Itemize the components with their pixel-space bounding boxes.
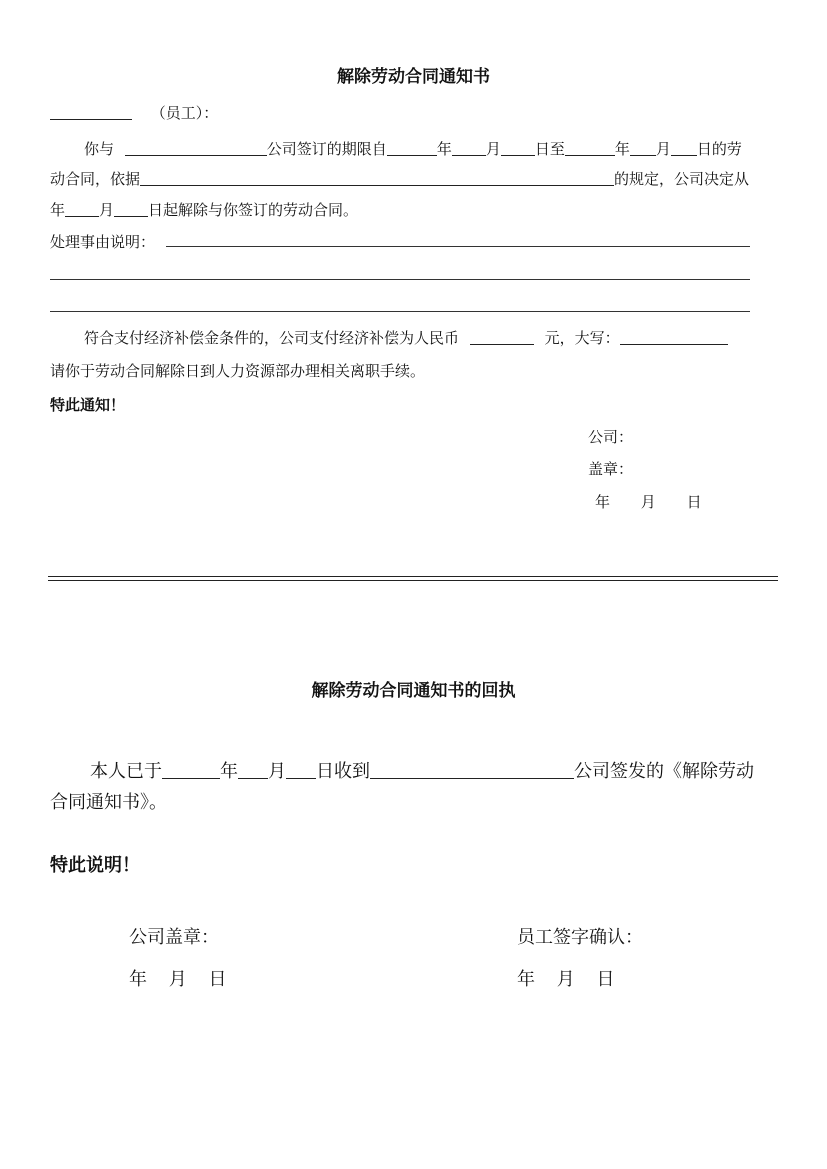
end-day-blank[interactable] — [671, 154, 697, 156]
notice-closing: 特此通知！ — [50, 396, 126, 414]
compensation-amount-blank[interactable] — [470, 343, 534, 345]
receipt-company-date: 年 月 日 — [129, 969, 227, 990]
separator-line-bottom — [48, 580, 778, 581]
company-blank[interactable] — [125, 154, 267, 156]
compensation-line: 符合支付经济补偿金条件的，公司支付经济补偿为人民币 元，大写： — [84, 327, 728, 348]
receipt-company-seal: 公司盖章： — [129, 927, 219, 948]
receipt-year-blank[interactable] — [162, 777, 220, 779]
reason-line-1[interactable] — [166, 246, 750, 247]
receipt-closing: 特此说明！ — [50, 855, 140, 876]
receipt-company-blank[interactable] — [370, 777, 574, 779]
legal-basis-blank[interactable] — [140, 184, 614, 186]
reason-line-2[interactable] — [50, 279, 750, 280]
employee-line — [50, 102, 218, 123]
employee-name-blank[interactable] — [50, 118, 132, 120]
notice-para-line-2: 动合同，依据 的规定，公司决定从 — [50, 170, 750, 188]
start-month-blank[interactable] — [452, 154, 486, 156]
receipt-title: 解除劳动合同通知书的回执 — [311, 681, 516, 701]
receipt-employee-confirm: 员工签字确认： — [517, 927, 643, 948]
receipt-month-blank[interactable] — [238, 777, 268, 779]
signature-date: 年 月 日 — [595, 493, 702, 511]
start-day-blank[interactable] — [501, 154, 535, 156]
notice-para-line-3: 年 月 日起解除与你签订的劳动合同。 — [50, 201, 359, 219]
signature-company: 公司： — [588, 428, 634, 446]
reason-line-3[interactable] — [50, 311, 750, 312]
receipt-employee-date: 年 月 日 — [517, 969, 615, 990]
compensation-words-blank[interactable] — [620, 343, 728, 345]
signature-seal: 盖章： — [588, 460, 634, 478]
resignation-instruction: 请你于劳动合同解除日到人力资源部办理相关离职手续。 — [50, 362, 426, 380]
separator-line-top — [48, 576, 778, 577]
effective-month-blank-a[interactable] — [65, 215, 99, 217]
receipt-day-blank[interactable] — [286, 777, 316, 779]
end-month-blank[interactable] — [630, 154, 656, 156]
notice-title: 解除劳动合同通知书 — [337, 67, 490, 87]
end-year-blank[interactable] — [565, 154, 615, 156]
receipt-line-1: 本人已于 年 月 日收到 公司签发的《解除劳动 — [90, 761, 754, 782]
reason-label: 处理事由说明： — [50, 233, 156, 251]
start-year-blank[interactable] — [387, 154, 437, 156]
employee-suffix: （员工）： — [150, 104, 219, 122]
notice-para-line-1: 你与 公司签订的期限自 年 月 日至 年 月 日的劳 — [84, 140, 742, 158]
effective-day-blank[interactable] — [114, 215, 148, 217]
receipt-line-2: 合同通知书》。 — [50, 792, 167, 813]
